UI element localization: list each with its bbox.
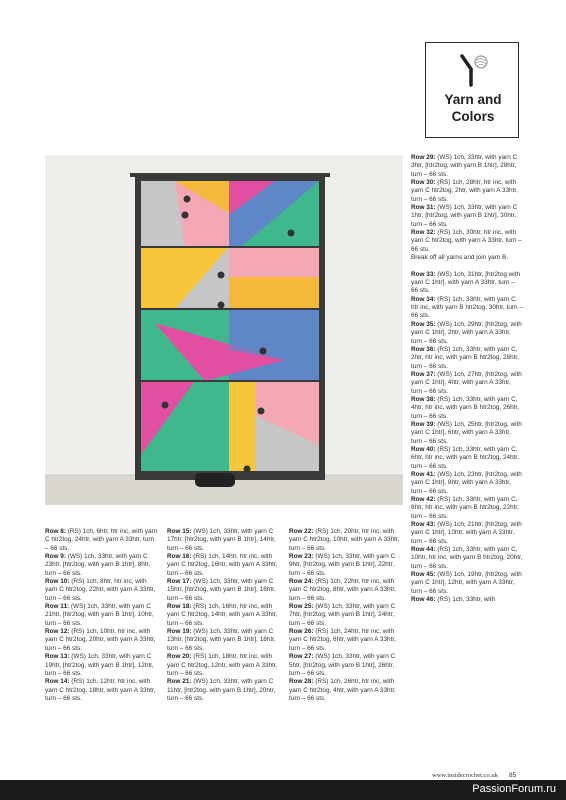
- row-instruction: Row 9: (WS) 1ch, 33htr, with yarn C 23htr, [htr2tog, with yarn B 1htr], 8htr, turn – 66 sts.: [45, 553, 151, 577]
- row-instruction: Row 41: (WS) 1ch, 23htr, [htr2tog, with yarn C 1htr], 8htr, with yarn A 33htr, turn – 66 sts.: [411, 471, 522, 495]
- yarn-ball-needle-icon: [456, 53, 490, 87]
- row-instruction: Row 13: (WS) 1ch, 33htr, with yarn C 19htr, [htr2tog, with yarn B 1htr], 12htr, turn – 66 sts.: [45, 653, 154, 677]
- row-instruction: Row 28: (RS) 1ch, 26htr, htr inc, with yarn C htr2tog, 4htr, with yarn A 33htr, turn – 66 sts.: [289, 678, 396, 702]
- badge-title-line2: Colors: [451, 109, 495, 124]
- break-yarn-note: Break off all yarns and join yarn B.: [411, 254, 509, 262]
- row-instruction: Row 37: (WS) 1ch, 27htr, [htr2tog, with yarn C 1htr], 4htr, with yarn A 33htr, turn – 66 sts.: [411, 370, 522, 395]
- row-instruction: Row 27: (WS) 1ch, 33htr, with yarn C 5htr, [htr2tog, with yarn B 1htr], 26htr, turn – 66 sts.: [289, 653, 396, 677]
- row-instruction: Row 35: (WS) 1ch, 29htr, [htr2tog, with yarn C 1htr], 2htr, with yarn A 33htr, turn – 66 sts.: [411, 320, 522, 345]
- row-instruction: Row 44: (RS) 1ch, 33htr, with yarn C, 10htr, htr inc, with yarn B htr2tog, 20htr, turn – 66 sts.: [411, 546, 523, 570]
- row-instruction: Row 11: (WS) 1ch, 33htr, with yarn C 21htr, [htr2tog, with yarn B 1htr], 10htr, turn – 66 sts.: [45, 603, 154, 627]
- row-instruction: Row 40: (RS) 1ch, 33htr, with yarn C, 6htr, htr inc, with yarn B htr2tog, 24htr, turn – 66 sts.: [411, 445, 519, 470]
- row-instruction: Row 46: (RS) 1ch, 33htr, with: [411, 596, 496, 604]
- row-instruction: Row 19: (WS) 1ch, 33htr, with yarn C 13htr, [htr2tog, with yarn B 1htr], 18htr, turn – 66 sts.: [167, 628, 276, 652]
- row-instruction: Row 22: (RS) 1ch, 20htr, htr inc, with yarn C htr2tog, 10htr, with yarn A 33htr, turn – 66 sts.: [289, 528, 400, 552]
- row-instruction: Row 21: (WS) 1ch, 33htr, with yarn C 11htr, [htr2tog, with yarn B 1htr], 20htr, turn – 66 sts.: [167, 678, 276, 702]
- footer-url[interactable]: www.insidecrochet.co.uk: [432, 772, 498, 779]
- row-instruction: Row 39: (WS) 1ch, 25htr, [htr2tog, with yarn C 1htr], 6htr, with yarn A 33htr, turn – 66 sts.: [411, 420, 522, 445]
- instructions-column-4: [411, 154, 523, 605]
- row-instruction: Row 12: (RS) 1ch, 10htr, htr inc, with yarn C htr2tog, 20htr, with yarn A 33htr, turn – 66 sts.: [45, 628, 156, 652]
- row-instruction: Row 18: (RS) 1ch, 16htr, htr inc, with yarn C htr2tog, 14htr, with yarn A 33htr, turn – 66 sts.: [167, 603, 278, 627]
- row-instruction: Row 38: (RS) 1ch, 33htr, with yarn C, 4htr, htr inc, with yarn B htr2tog, 26htr, turn – 66 sts.: [411, 395, 519, 420]
- row-instruction: Row 14: (RS) 1ch, 12htr, htr inc, with yarn C htr2tog, 18htr, with yarn A 33htr, turn – 66 sts.: [45, 678, 156, 702]
- row-instruction: Row 20: (RS) 1ch, 18htr, htr inc, with yarn C htr2tog, 12htr, with yarn A 33htr, turn – 66 sts.: [167, 653, 278, 677]
- row-instruction: Row 36: (RS) 1ch, 33htr, with yarn C, 2htr, htr inc, with yarn B htr2tog, 28htr, turn – 66 sts.: [411, 345, 519, 370]
- yarn-and-colors-badge: [425, 42, 519, 138]
- instructions-column-1: [45, 528, 159, 703]
- row-instruction: Row 24: (RS) 1ch, 22htr, htr inc, with yarn C htr2tog, 8htr, with yarn A 33htr, turn – 66 sts.: [289, 578, 396, 602]
- row-instruction: Row 31: (WS) 1ch, 33htr, with yarn C 1htr, [htr2tog, with yarn B 1htr], 30htr, turn – 66 sts.: [411, 204, 518, 228]
- watermark-text: PassionForum.ru: [472, 783, 556, 795]
- row-instruction: Row 32: (RS) 1ch, 30htr, htr inc, with yarn C htr2tog, with yarn A 33htr, turn – 66 sts.: [411, 229, 522, 253]
- row-instruction: Row 10: (RS) 1ch, 8htr, htr inc, with yarn C htr2tog, 22htr, with yarn A 33htr, turn – 66 sts.: [45, 578, 156, 602]
- page-number: 85: [509, 772, 517, 779]
- row-instruction: Row 23: (WS) 1ch, 33htr, with yarn C 9htr, [htr2tog, with yarn B 1htr], 22htr, turn – 66 sts.: [289, 553, 396, 577]
- badge-title: [426, 91, 520, 125]
- blanket-illustration: [45, 155, 403, 505]
- row-instruction: Row 30: (RS) 1ch, 28htr, htr inc, with yarn C htr2tog, 2htr, with yarn A 33htr, turn – 66 sts.: [411, 179, 518, 203]
- badge-title-line1: Yarn and: [444, 92, 502, 107]
- row-instruction: Row 16: (RS) 1ch, 14htr, htr inc, with yarn C htr2tog, 16htr, with yarn A 33htr, turn – 66 sts.: [167, 553, 278, 577]
- row-instruction: Row 29: (WS) 1ch, 33htr, with yarn C 3htr, [htr2tog, with yarn B 1htr], 28htr, turn – 66 sts.: [411, 154, 518, 178]
- watermark-bar: [0, 780, 566, 800]
- row-instruction: Row 34: (RS) 1ch, 33htr, with yarn C htr inc, with yarn B htr2tog, 30htr, turn – 66 sts.: [411, 295, 523, 320]
- row-instruction: Row 33: (WS) 1ch, 31htr, [htr2tog with yarn C 1htr], with yarn A 33htr, turn – 66 sts.: [411, 270, 521, 295]
- row-instruction: Row 26: (RS) 1ch, 24htr, htr inc, with yarn C htr2tog, 6htr, with yarn A 33htr, turn – 66 sts.: [289, 628, 396, 652]
- crochet-blanket-photo: [45, 155, 403, 505]
- row-instruction: Row 43: (WS) 1ch, 21htr, [htr2tog, with yarn C 1htr], 10htr, with yarn A 33htr, turn – 66 sts.: [411, 521, 522, 545]
- instructions-column-2: [167, 528, 281, 703]
- row-instruction: Row 15: (WS) 1ch, 33htr, with yarn C 17htr, [htr2tog, with yarn B 1htr], 14htr, turn – 66 sts.: [167, 528, 276, 552]
- instructions-column-3: [289, 528, 403, 703]
- row-instruction: Row 45: (WS) 1ch, 19htr, [htr2tog, with yarn C 1htr], 12htr, with yarn A 33htr, turn – 66 sts.: [411, 571, 522, 595]
- row-instruction: Row 42: (RS) 1ch, 33htr, with yarn C, 8htr, htr inc, with yarn B htr2tog, 22htr, turn – 66 sts.: [411, 496, 519, 520]
- row-instruction: Row 25: (WS) 1ch, 33htr, with yarn C 7htr, [htr2tog, with yarn B 1htr], 24htr, turn – 66 sts.: [289, 603, 396, 627]
- row-instruction: Row 8: (RS) 1ch, 6htr, htr inc, with yarn C htr2tog, 24htr, with yarn A 33htr, turn – 66 sts.: [45, 528, 158, 552]
- row-instruction: Row 17: (WS) 1ch, 33htr, with yarn C 15htr, [htr2tog, with yarn B 1htr], 16htr, turn – 66 sts.: [167, 578, 276, 602]
